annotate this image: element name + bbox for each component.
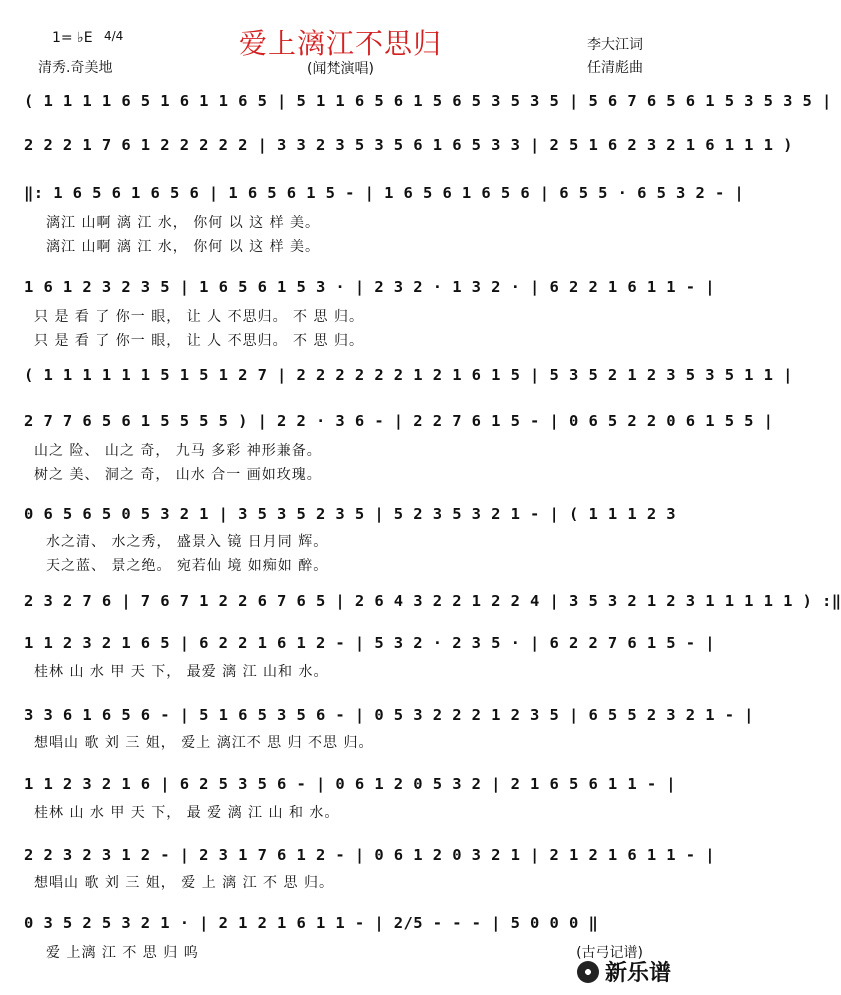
site-logo-text: 新乐谱 <box>604 961 671 986</box>
score-line-3: ‖: 1 6 5 6 1 6 5 6 | 1 6 5 6 1 5 - | 1 6 5 6 1 6 5 6 | 6 5 5 · 6 5 3 2 - | <box>24 184 745 202</box>
lyrics-line-7b: 天之蓝、 景之绝。 宛若仙 境 如痴如 醉。 <box>46 558 329 574</box>
score-line-8: 2 3 2 7 6 | 7 6 7 1 2 2 6 7 6 5 | 2 6 4 3 2 2 1 2 2 4 | 3 5 3 2 1 2 3 1 1 1 1 1 ) :‖ <box>24 592 841 610</box>
style-marking: 清秀.奇美地 <box>38 60 113 76</box>
transcriber-credit: (古弓记谱) <box>576 945 643 961</box>
lyrics-line-6b: 树之 美、 洞之 奇， 山水 合一 画如玫瑰。 <box>34 467 322 483</box>
lyrics-line-6a: 山之 险、 山之 奇， 九马 多彩 神形兼备。 <box>34 443 322 459</box>
lyrics-line-13: 爱 上漓 江 不 思 归 呜 <box>46 945 199 961</box>
lyrics-line-4b: 只 是 看 了 你一 眼， 让 人 不思归。 不 思 归。 <box>34 333 364 349</box>
score-line-10: 3 3 6 1 6 5 6 - | 5 1 6 5 3 5 6 - | 0 5 3 2 2 2 1 2 3 5 | 6 5 5 2 3 2 1 - | <box>24 706 754 724</box>
score-line-11: 1 1 2 3 2 1 6 | 6 2 5 3 5 6 - | 0 6 1 2 0 5 3 2 | 2 1 6 5 6 1 1 - | <box>24 775 677 793</box>
score-line-9: 1 1 2 3 2 1 6 5 | 6 2 2 1 6 1 2 - | 5 3 2 · 2 3 5 · | 6 2 2 7 6 1 5 - | <box>24 634 715 652</box>
lyricist-credit: 李大江词 <box>587 37 643 53</box>
score-line-1: ( 1 1 1 1 6 5 1 6 1 1 6 5 | 5 1 1 6 5 6 1 5 6 5 3 5 3 5 | 5 6 7 6 5 6 1 5 3 5 3 5 | <box>24 92 832 110</box>
lyrics-line-9: 桂林 山 水 甲 天 下， 最爱 漓 江 山和 水。 <box>34 664 329 680</box>
lyrics-line-4a: 只 是 看 了 你一 眼， 让 人 不思归。 不 思 归。 <box>34 309 364 325</box>
record-disc-icon <box>577 961 599 983</box>
score-line-7: 0 6 5 6 5 0 5 3 2 1 | 3 5 3 5 2 3 5 | 5 2 3 5 3 2 1 - | ( 1 1 1 2 3 <box>24 505 677 523</box>
lyrics-line-7a: 水之清、 水之秀， 盛景入 镜 日月同 辉。 <box>46 534 329 550</box>
score-line-5: ( 1 1 1 1 1 1 5 1 5 1 2 7 | 2 2 2 2 2 2 1 2 1 6 1 5 | 5 3 5 2 1 2 3 5 3 5 1 1 | <box>24 366 793 384</box>
singer-credit: (闻梵演唱) <box>307 61 374 77</box>
score-line-13: 0 3 5 2 5 3 2 1 · | 2 1 2 1 6 1 1 - | 2/5 - - - | 5 0 0 0 ‖ <box>24 914 599 932</box>
composer-credit: 任清彪曲 <box>587 60 643 76</box>
lyrics-line-3b: 漓江 山啊 漓 江 水， 你何 以 这 样 美。 <box>46 239 321 255</box>
song-title: 爱上漓江不思归 <box>238 27 442 60</box>
score-line-12: 2 2 3 2 3 1 2 - | 2 3 1 7 6 1 2 - | 0 6 1 2 0 3 2 1 | 2 1 2 1 6 1 1 - | <box>24 846 715 864</box>
lyrics-line-11: 桂林 山 水 甲 天 下， 最 爱 漓 江 山 和 水。 <box>34 805 340 821</box>
key-signature: 1= ♭E <box>52 30 93 46</box>
lyrics-line-3a: 漓江 山啊 漓 江 水， 你何 以 这 样 美。 <box>46 215 321 231</box>
site-logo <box>577 956 671 987</box>
time-signature: 4/4 <box>104 29 124 43</box>
score-line-6: 2 7 7 6 5 6 1 5 5 5 5 ) | 2 2 · 3 6 - | 2 2 7 6 1 5 - | 0 6 5 2 2 0 6 1 5 5 | <box>24 412 774 430</box>
lyrics-line-10: 想唱山 歌 刘 三 姐， 爱上 漓江不 思 归 不思 归。 <box>34 735 374 751</box>
score-line-4: 1 6 1 2 3 2 3 5 | 1 6 5 6 1 5 3 · | 2 3 2 · 1 3 2 · | 6 2 2 1 6 1 1 - | <box>24 278 715 296</box>
lyrics-line-12: 想唱山 歌 刘 三 姐， 爱 上 漓 江 不 思 归。 <box>34 875 334 891</box>
score-line-2: 2 2 2 1 7 6 1 2 2 2 2 2 | 3 3 2 3 5 3 5 6 1 6 5 3 3 | 2 5 1 6 2 3 2 1 6 1 1 1 ) <box>24 136 793 154</box>
